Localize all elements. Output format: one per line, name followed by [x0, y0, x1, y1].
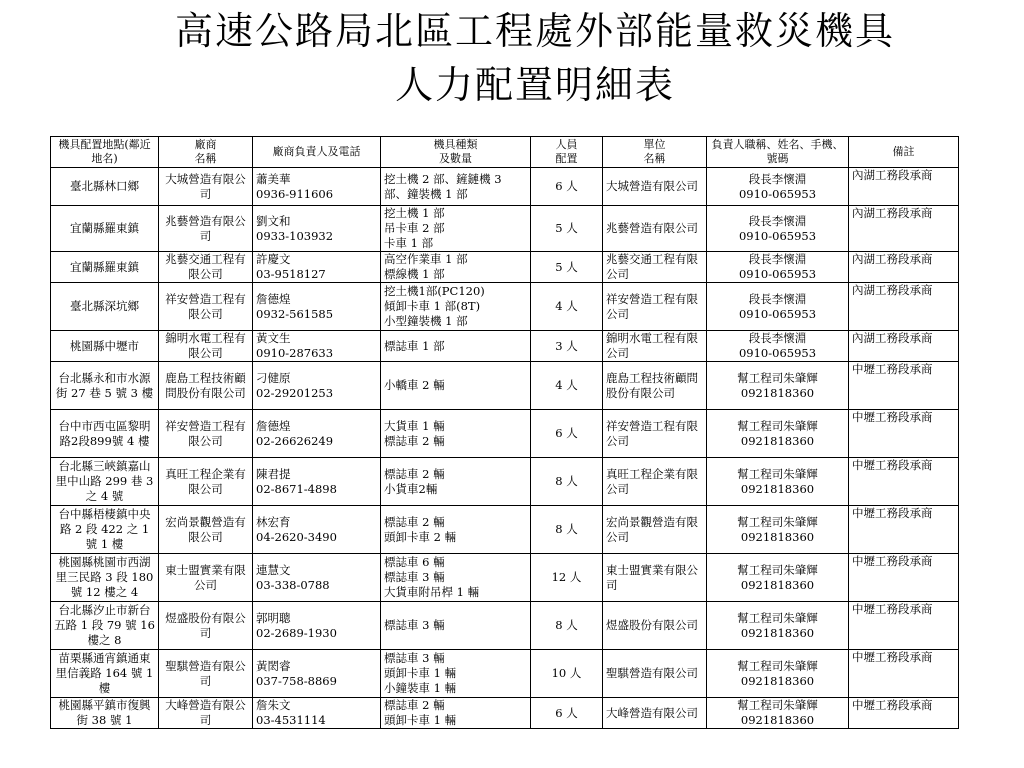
cell-note: 中壢工務段承商	[849, 506, 959, 554]
cell-contact: 詹德煌 0932-561585	[253, 283, 381, 331]
cell-unit: 煜盛股份有限公司	[603, 602, 707, 650]
cell-note: 中壢工務段承商	[849, 698, 959, 729]
cell-person: 幫工程司朱肇輝 0921818360	[707, 506, 849, 554]
cell-staff: 6 人	[531, 168, 603, 206]
cell-vendor: 祥安營造工程有限公司	[159, 283, 253, 331]
cell-contact: 許慶文 03-9518127	[253, 252, 381, 283]
cell-note: 中壢工務段承商	[849, 410, 959, 458]
cell-location: 苗栗縣通宵鎮通東里信義路 164 號 1 樓	[51, 650, 159, 698]
cell-note: 中壢工務段承商	[849, 602, 959, 650]
cell-equipment: 標誌車 6 輛 標誌車 3 輛 大貨車附吊桿 1 輛	[381, 554, 531, 602]
cell-staff: 6 人	[531, 698, 603, 729]
cell-staff: 10 人	[531, 650, 603, 698]
cell-staff: 8 人	[531, 458, 603, 506]
cell-equipment: 高空作業車 1 部 標線機 1 部	[381, 252, 531, 283]
table-body	[51, 168, 959, 729]
table-row	[51, 331, 959, 362]
cell-vendor: 鹿島工程技術顧問股份有限公司	[159, 362, 253, 410]
cell-vendor: 聖騏營造有限公司	[159, 650, 253, 698]
cell-note: 內湖工務段承商	[849, 168, 959, 206]
cell-unit: 兆藝營造有限公司	[603, 206, 707, 252]
cell-vendor: 大城營造有限公司	[159, 168, 253, 206]
cell-vendor: 兆藝交通工程有限公司	[159, 252, 253, 283]
cell-note: 內湖工務段承商	[849, 252, 959, 283]
cell-location: 宜蘭縣羅東鎮	[51, 252, 159, 283]
table-row	[51, 554, 959, 602]
cell-equipment: 標誌車 3 輛	[381, 602, 531, 650]
cell-staff: 12 人	[531, 554, 603, 602]
cell-vendor: 祥安營造工程有限公司	[159, 410, 253, 458]
table-row	[51, 650, 959, 698]
page-title-line-2: 人力配置明細表	[394, 63, 675, 107]
table-row	[51, 283, 959, 331]
cell-location: 台中市西屯區黎明路2段899號 4 樓	[51, 410, 159, 458]
cell-location: 台北縣汐止市新台五路 1 段 79 號 16 樓之 8	[51, 602, 159, 650]
cell-staff: 8 人	[531, 506, 603, 554]
cell-contact: 陳君提 02-8671-4898	[253, 458, 381, 506]
cell-equipment: 標誌車 3 輛 頭卸卡車 1 輛 小鐘裝車 1 輛	[381, 650, 531, 698]
cell-unit: 大城營造有限公司	[603, 168, 707, 206]
cell-person: 幫工程司朱肇輝 0921818360	[707, 410, 849, 458]
cell-person: 幫工程司朱肇輝 0921818360	[707, 650, 849, 698]
cell-vendor: 真旺工程企業有限公司	[159, 458, 253, 506]
page-title	[60, 4, 1010, 112]
cell-unit: 祥安營造工程有限公司	[603, 410, 707, 458]
cell-vendor: 煜盛股份有限公司	[159, 602, 253, 650]
table-row	[51, 506, 959, 554]
cell-unit: 真旺工程企業有限公司	[603, 458, 707, 506]
cell-staff: 3 人	[531, 331, 603, 362]
header-location: 機具配置地點(鄰近地名)	[51, 137, 159, 168]
cell-unit: 鹿島工程技術顧問股份有限公司	[603, 362, 707, 410]
cell-staff: 5 人	[531, 206, 603, 252]
table-row	[51, 206, 959, 252]
header-row	[51, 137, 959, 168]
header-equipment: 機具種類 及數量	[381, 137, 531, 168]
cell-vendor: 錦明水電工程有限公司	[159, 331, 253, 362]
cell-note: 中壢工務段承商	[849, 458, 959, 506]
cell-equipment: 標誌車 1 部	[381, 331, 531, 362]
cell-note: 中壢工務段承商	[849, 554, 959, 602]
cell-person: 幫工程司朱肇輝 0921818360	[707, 458, 849, 506]
cell-unit: 東士盟實業有限公司	[603, 554, 707, 602]
cell-location: 桃園縣中壢市	[51, 331, 159, 362]
cell-equipment: 小轎車 2 輛	[381, 362, 531, 410]
cell-unit: 祥安營造工程有限公司	[603, 283, 707, 331]
table-row	[51, 252, 959, 283]
cell-equipment: 挖土機 2 部、鏟鏈機 3 部、鐘裝機 1 部	[381, 168, 531, 206]
cell-location: 台北縣三峽鎮嘉山里中山路 299 巷 3 之 4 號	[51, 458, 159, 506]
cell-contact: 劉文和 0933-103932	[253, 206, 381, 252]
cell-contact: 連慧文 03-338-0788	[253, 554, 381, 602]
cell-unit: 大峰營造有限公司	[603, 698, 707, 729]
header-unit: 單位 名稱	[603, 137, 707, 168]
cell-staff: 5 人	[531, 252, 603, 283]
header-person: 負責人職稱、姓名、手機、號碼	[707, 137, 849, 168]
cell-equipment: 標誌車 2 輛 頭卸卡車 2 輛	[381, 506, 531, 554]
cell-note: 中壢工務段承商	[849, 650, 959, 698]
cell-equipment: 挖土機1部(PC120) 傾卸卡車 1 部(8T) 小型鐘裝機 1 部	[381, 283, 531, 331]
cell-person: 段長李懷淵 0910-065953	[707, 252, 849, 283]
cell-staff: 4 人	[531, 362, 603, 410]
cell-person: 段長李懷淵 0910-065953	[707, 206, 849, 252]
cell-contact: 刁健原 02-29201253	[253, 362, 381, 410]
cell-staff: 6 人	[531, 410, 603, 458]
cell-location: 臺北縣深坑鄉	[51, 283, 159, 331]
cell-staff: 4 人	[531, 283, 603, 331]
table-row	[51, 698, 959, 729]
cell-person: 段長李懷淵 0910-065953	[707, 331, 849, 362]
table-row	[51, 458, 959, 506]
cell-location: 臺北縣林口鄉	[51, 168, 159, 206]
header-staff: 人員 配置	[531, 137, 603, 168]
cell-person: 段長李懷淵 0910-065953	[707, 283, 849, 331]
cell-staff: 8 人	[531, 602, 603, 650]
cell-location: 台北縣永和市水源街 27 巷 5 號 3 樓	[51, 362, 159, 410]
cell-equipment: 大貨車 1 輛 標誌車 2 輛	[381, 410, 531, 458]
cell-equipment: 挖土機 1 部 吊卡車 2 部 卡車 1 部	[381, 206, 531, 252]
cell-unit: 聖騏營造有限公司	[603, 650, 707, 698]
cell-location: 台中縣梧棲鎮中央路 2 段 422 之 1 號 1 樓	[51, 506, 159, 554]
header-contact: 廠商負責人及電話	[253, 137, 381, 168]
cell-contact: 郭明聰 02-2689-1930	[253, 602, 381, 650]
table-row	[51, 602, 959, 650]
cell-person: 段長李懷淵 0910-065953	[707, 168, 849, 206]
cell-contact: 黃文生 0910-287633	[253, 331, 381, 362]
table-row	[51, 410, 959, 458]
table-row	[51, 362, 959, 410]
cell-note: 內湖工務段承商	[849, 331, 959, 362]
cell-vendor: 兆藝營造有限公司	[159, 206, 253, 252]
cell-location: 宜蘭縣羅東鎮	[51, 206, 159, 252]
cell-equipment: 標誌車 2 輛 頭卸卡車 1 輛	[381, 698, 531, 729]
cell-contact: 林宏育 04-2620-3490	[253, 506, 381, 554]
header-vendor: 廠商 名稱	[159, 137, 253, 168]
cell-location: 桃園縣平鎮市復興街 38 號 1	[51, 698, 159, 729]
cell-note: 中壢工務段承商	[849, 362, 959, 410]
cell-person: 幫工程司朱肇輝 0921818360	[707, 698, 849, 729]
cell-unit: 兆藝交通工程有限公司	[603, 252, 707, 283]
cell-person: 幫工程司朱肇輝 0921818360	[707, 362, 849, 410]
cell-unit: 錦明水電工程有限公司	[603, 331, 707, 362]
cell-location: 桃園縣桃園市西湖里三民路 3 段 180 號 12 樓之 4	[51, 554, 159, 602]
page-title-line-1: 高速公路局北區工程處外部能量救災機具	[174, 9, 895, 53]
header-note: 備註	[849, 137, 959, 168]
cell-contact: 詹朱文 03-4531114	[253, 698, 381, 729]
table-row	[51, 168, 959, 206]
equipment-allocation-table	[50, 136, 959, 729]
cell-contact: 詹德煌 02-26626249	[253, 410, 381, 458]
cell-vendor: 宏尚景觀營造有限公司	[159, 506, 253, 554]
cell-vendor: 東士盟實業有限公司	[159, 554, 253, 602]
cell-vendor: 大峰營造有限公司	[159, 698, 253, 729]
cell-contact: 黃閎睿 037-758-8869	[253, 650, 381, 698]
cell-equipment: 標誌車 2 輛 小貨車2輛	[381, 458, 531, 506]
cell-note: 內湖工務段承商	[849, 283, 959, 331]
cell-person: 幫工程司朱肇輝 0921818360	[707, 602, 849, 650]
cell-note: 內湖工務段承商	[849, 206, 959, 252]
cell-person: 幫工程司朱肇輝 0921818360	[707, 554, 849, 602]
cell-unit: 宏尚景觀營造有限公司	[603, 506, 707, 554]
cell-contact: 蕭美華 0936-911606	[253, 168, 381, 206]
